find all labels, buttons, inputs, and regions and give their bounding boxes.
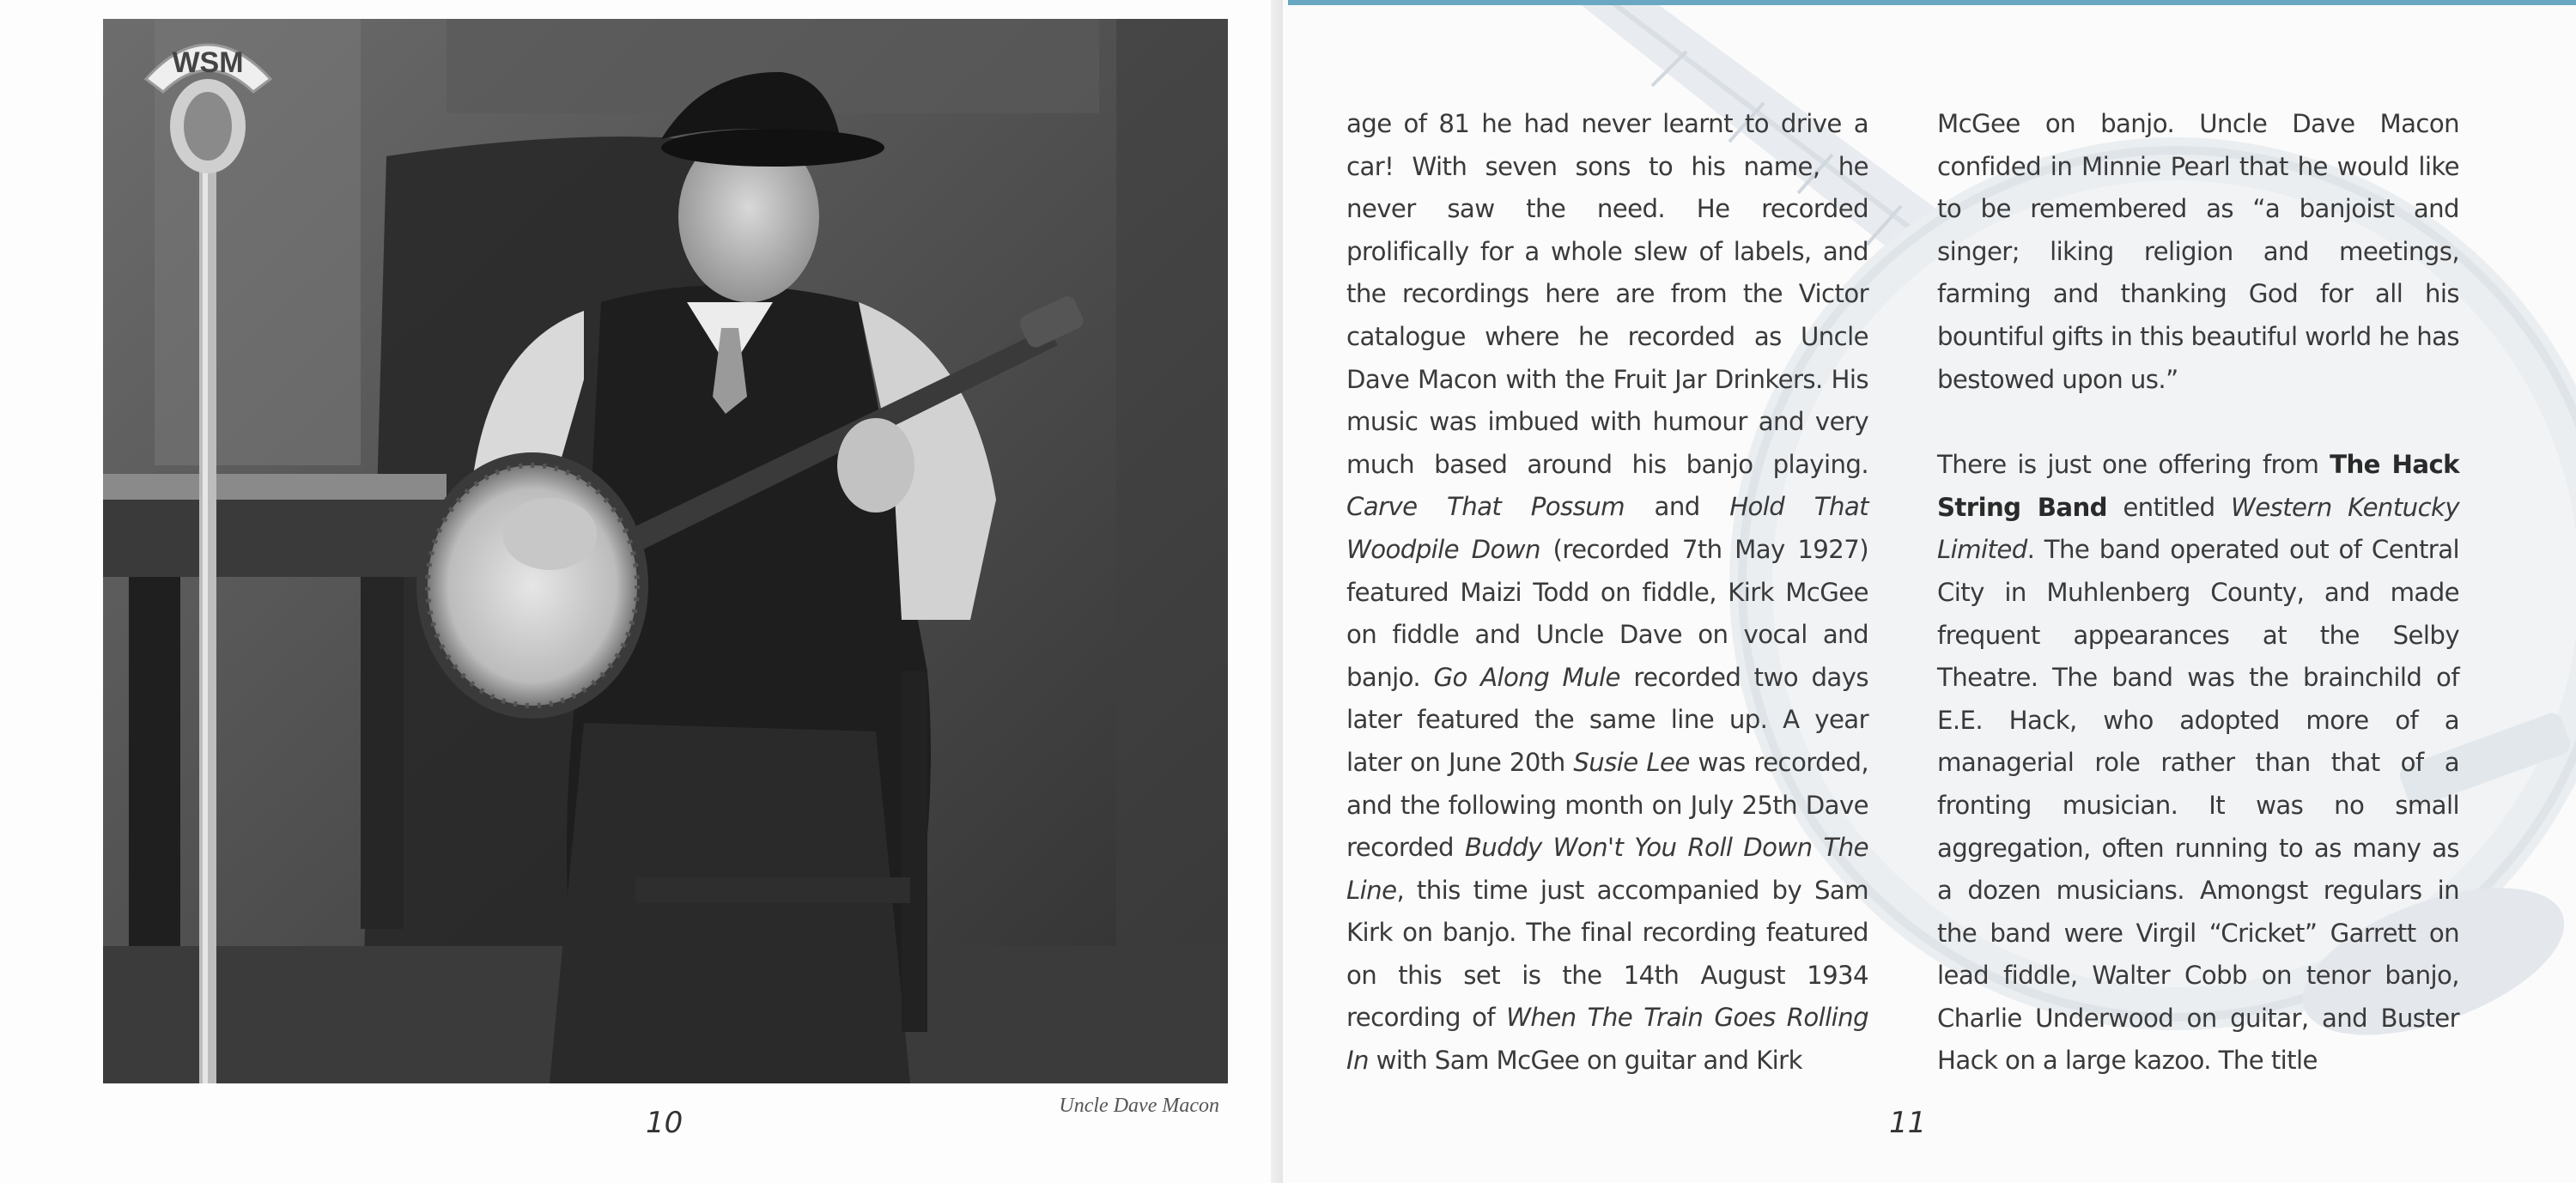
text-run: with Sam McGee on guitar and Kirk: [1368, 1046, 1802, 1076]
text-run: There is just one offering from: [1937, 450, 2330, 480]
photo-caption: Uncle Dave Macon: [1059, 1095, 1219, 1117]
text-column-2: [1937, 103, 2459, 1083]
column-2-paragraph-2: [1937, 444, 2459, 1083]
song-title: Buddy Won't You Roll Down The Line: [1346, 833, 1868, 905]
side-table: [103, 474, 447, 500]
wsm-sign-text: WSM: [172, 46, 244, 79]
text-run: and: [1625, 492, 1730, 522]
song-title: Carve That Possum: [1346, 492, 1625, 522]
page-number-right: 11: [1889, 1106, 1927, 1140]
text-run: age of 81 he had never learnt to drive a car! With seven sons to his name, he never saw the need. He recorded prolifically for a whole slew of labels, and the recordings here are from the Victor catalogue where he recorded as Uncle Dave Macon with the Fruit Jar Drinkers. His music was imbued with humour and very much based around his banjo playing.: [1346, 109, 1868, 479]
column-1-paragraph: [1346, 103, 1868, 1083]
text-run: recorded two days later featured the same line up. A year later on June 20th: [1346, 662, 1868, 777]
column-2-paragraph-1: McGee on banjo. Uncle Dave Macon confided in Minnie Pearl that he would like to be remembered as “a banjoist and singer; liking religion and meetings, farming and thanking God for all his bountiful gifts in this beautiful world he has bestowed upon us.”: [1937, 109, 2459, 394]
text-column-1: [1346, 103, 1868, 1083]
text-run: (recorded 7th May 1927) featured Maizi Todd on fiddle, Kirk McGee on fiddle and Uncle Dave on vocal and banjo.: [1346, 534, 1868, 692]
text-run: . The band operated out of Central City in Muhlenberg County, and made frequent appearances at the Selby Theatre. The band was the brainchild of E.E. Hack, who adopted more of a managerial role rather than that of a fronting musician. It was no small aggregation, often running to as many as a dozen musicians. Amongst regulars in the band were Virgil “Cricket” Garrett on lead fiddle, Walter Cobb on tenor banjo, Charlie Underwood on guitar, and Buster Hack on a large kazoo. The title: [1937, 535, 2459, 1076]
text-run: entitled: [2106, 492, 2231, 522]
page-number-left: 10: [646, 1106, 683, 1140]
photo-illustration: [103, 19, 1228, 1083]
left-page: [0, 0, 1283, 1183]
uncle-dave-macon-photo: [103, 19, 1228, 1083]
song-title: Susie Lee: [1573, 747, 1690, 777]
song-title: When The Train Goes Rolling In: [1346, 1003, 1868, 1076]
song-title: Go Along Mule: [1433, 662, 1620, 692]
text-run: , this time just accompanied by Sam Kirk on banjo. The final recording featured on this set is the 14th August 1934 recording of: [1346, 875, 1868, 1033]
song-title: Western Kentucky Limited: [1937, 492, 2459, 565]
right-page: [1283, 0, 2576, 1183]
band-name: The Hack String Band: [1937, 450, 2459, 522]
song-title: Hold That Woodpile Down: [1346, 492, 1869, 564]
text-run: was recorded, and the following month on July 25th Dave recorded: [1346, 747, 1868, 863]
top-color-strip: [1288, 0, 2576, 5]
